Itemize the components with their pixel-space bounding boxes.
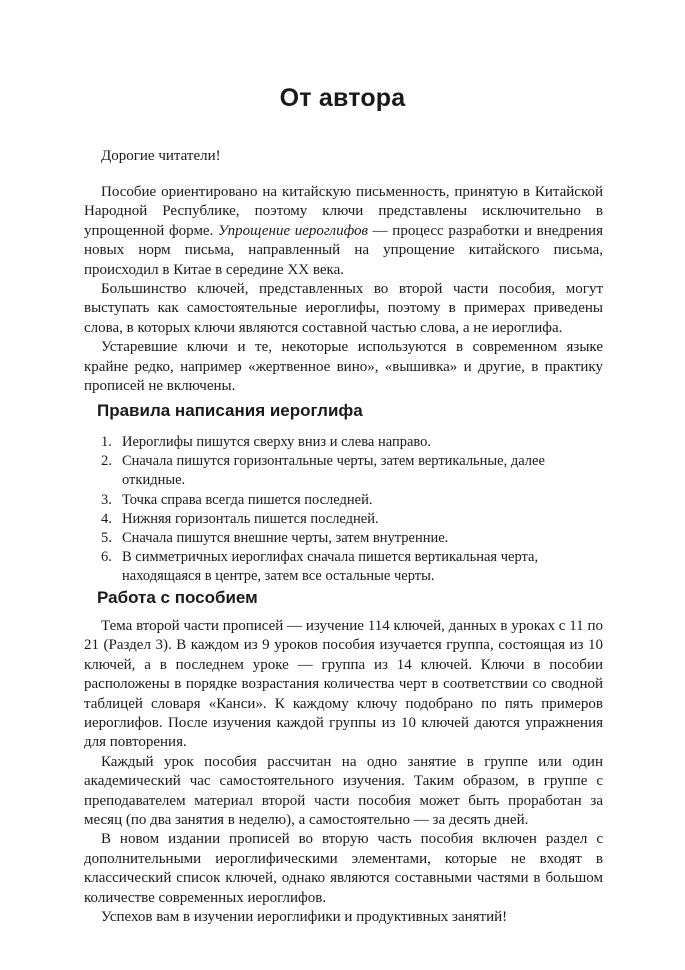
list-item: [84, 433, 608, 452]
list-item-text: Точка справа всегда пишется последней.: [122, 491, 373, 508]
list-item: [84, 491, 608, 510]
work-section: [84, 617, 603, 928]
list-item-number: 2.: [101, 453, 112, 470]
list-item-text: Сначала пишутся горизонтальные черты, затем вертикальные, далее откидные.: [122, 453, 545, 489]
work-paragraph: Каждый урок пособия рассчитан на одно занятие в группе или один академический час самостоятельного изучения. Таким образом, в группе с преподавателем материал второй части пособия может быть проработан за месяц (по два занятия в неделю), а самостоятельно — за десять дней.: [84, 753, 603, 829]
intro-paragraph: Устаревшие ключи и те, некоторые используются в современном языке крайне редко, например «жертвенное вино», «вышивка» и другие, в практику прописей не включены.: [84, 339, 603, 395]
rules-heading: Правила написания иероглифа: [97, 401, 363, 420]
list-item-number: 1.: [101, 434, 112, 450]
page-title: От автора: [279, 84, 406, 112]
work-heading: Работа с пособием: [97, 588, 258, 607]
list-item-text: В симметричных иероглифах сначала пишется вертикальная черта, находящаяся в центре, затем все остальные черты.: [122, 549, 539, 585]
list-item-number: 3.: [101, 491, 112, 508]
intro-emphasis: Упрощение иероглифов: [217, 222, 369, 239]
rules-list: [84, 433, 608, 587]
list-item-text: Иероглифы пишутся сверху вниз и слева направо.: [122, 434, 432, 450]
list-item-number: 4.: [101, 510, 112, 527]
intro-paragraph: Большинство ключей, представленных во второй части пособия, могут выступать как самостоятельные иероглифы, поэтому в примерах приведены слова, в которых ключи являются составной частью слова, а не иероглифа.: [84, 281, 603, 336]
list-item: [84, 529, 608, 548]
intro-section: [84, 183, 603, 396]
list-item-number: 6.: [101, 549, 112, 566]
list-item-text: Сначала пишутся внешние черты, затем внутренние.: [122, 530, 449, 547]
list-item-number: 5.: [101, 530, 112, 547]
work-paragraph: Тема второй части прописей — изучение 114 ключей, данных в уроках с 11 по 21 (Раздел 3). В каждом из 9 уроков пособия изучается группа, состоящая из 10 ключей, а в последнем уроке — группа из 14 ключей. Ключи в пособии расположены в порядке возрастания количества черт в соответствии со сводной таблицей словаря «Канси». К каждому ключу подобрано по пять примеров иероглифов. После изучения каждой группы из 10 ключей даются упражнения для повторения.: [84, 618, 603, 751]
greeting: Дорогие читатели!: [101, 148, 221, 164]
intro-text: Пособие ориентировано на китайскую письменность, принятую в Китайской Народной Республике, поэтому ключи представлены исключительно в упрощенной форме.: [84, 184, 603, 239]
list-item: [84, 452, 608, 490]
intro-text: — процесс разработки и внедрения новых норм письма, направленный на упрощение китайского письма, происходил в Китае в середине XX века.: [84, 222, 603, 278]
list-item-text: Нижняя горизонталь пишется последней.: [122, 510, 379, 527]
work-paragraph: Успехов вам в изучении иероглифики и продуктивных занятий!: [101, 909, 508, 926]
work-paragraph: В новом издании прописей во вторую часть пособия включен раздел с дополнительными иероглифическими элементами, которые не входят в классический список ключей, однако являются составными частями в большом количестве современных иероглифов.: [84, 831, 603, 906]
list-item: [84, 510, 608, 529]
list-item: [84, 548, 608, 586]
intro-paragraph: [84, 183, 603, 280]
